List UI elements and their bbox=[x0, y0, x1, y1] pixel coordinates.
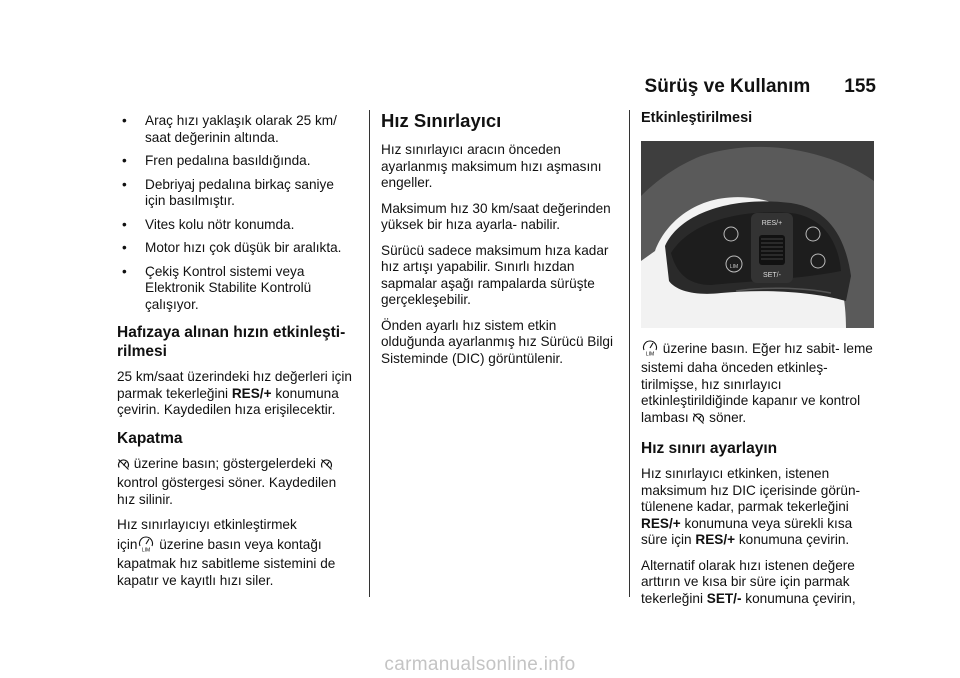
bullet-icon: • bbox=[122, 153, 127, 168]
column-2 bbox=[381, 110, 617, 376]
svg-text:LIM: LIM bbox=[729, 263, 739, 270]
column-divider-2 bbox=[629, 110, 630, 597]
bullet-icon: • bbox=[122, 216, 127, 232]
set-limit-paragraph-2: Alternatif olarak hızı istenen değere arttırın ve kısa bir süre için parmak tekerleğini SET/- konumuna çevirin, bbox=[641, 557, 856, 606]
speed-limiter-heading: Hız Sınırlayıcı bbox=[381, 110, 502, 131]
bullet-icon: • bbox=[122, 113, 127, 128]
list-item: • Fren pedalına basıldığında. bbox=[122, 153, 311, 168]
bullet-icon: • bbox=[122, 240, 127, 255]
list-item: • Vites kolu nötr konumda. bbox=[122, 216, 295, 232]
activation-heading: Etkinleştirilmesi bbox=[641, 110, 753, 126]
steering-wheel-controls-photo bbox=[641, 141, 874, 328]
activation-paragraph: LIM üzerine basın. Eğer hız sabit- leme sistemi daha önceden etkinleş- tirilmişse, hız sınırlayıcı etkinleştirildiğinde kapanır ve kontrol lambası söner. bbox=[641, 338, 879, 430]
column-divider-1 bbox=[369, 110, 370, 597]
limiter-paragraph-2: Maksimum hız 30 km/saat değerinden yüksek bir hıza ayarla- nabilir. bbox=[381, 200, 611, 232]
list-item: • Debriyaj pedalına birkaç saniye için basılmıştır. bbox=[122, 176, 334, 208]
condition-list bbox=[117, 113, 357, 313]
speedometer-off-icon bbox=[320, 458, 333, 476]
column-1 bbox=[117, 113, 357, 598]
column-3 bbox=[641, 110, 879, 616]
speed-limiter-icon bbox=[137, 534, 155, 557]
svg-text:LIM: LIM bbox=[142, 547, 151, 552]
off-paragraph-1: üzerine basın; göstergelerdeki kontrol göstergesi söner. Kaydedilen hız silinir. bbox=[117, 455, 337, 507]
section-title: Sürüş ve Kullanım bbox=[644, 76, 811, 97]
limiter-paragraph-3: Sürücü sadece maksimum hıza kadar hız artışı yapabilir. Sınırlı hızdan sapmalar aşağı rampalarda sürüşte gerçekleşebilir. bbox=[381, 242, 609, 307]
page-header bbox=[645, 76, 876, 98]
list-item: • Çekiş Kontrol sistemi veya Elektronik Stabilite Kontrolü çalışıyor. bbox=[122, 263, 312, 312]
set-limit-heading: Hız sınırı ayarlayın bbox=[641, 440, 778, 457]
list-item: • Motor hızı çok düşük bir aralıkta. bbox=[122, 240, 342, 255]
svg-text:LIM: LIM bbox=[645, 351, 655, 356]
off-paragraph-2: Hız sınırlayıcıyı etkinleştirmek için LIM üzerine basın veya kontağı kapatmak hız sabitleme sistemini de kapatır ve kayıtlı hızı siler. bbox=[117, 517, 336, 588]
speedometer-off-icon bbox=[117, 458, 130, 476]
memory-heading: Hafızaya alınan hızın etkinleşti- rilmesi bbox=[117, 324, 346, 360]
list-item: • Araç hızı yaklaşık olarak 25 km/ saat değerinin altında. bbox=[122, 113, 337, 145]
limiter-paragraph-4: Önden ayarlı hız sistem etkin olduğunda ayarlanmış hız Sürücü Bilgi Sisteminde (DIC) görüntülenir. bbox=[381, 317, 613, 366]
speed-limiter-icon bbox=[641, 338, 659, 361]
off-heading: Kapatma bbox=[117, 429, 183, 447]
memory-paragraph: 25 km/saat üzerindeki hız değerleri için parmak tekerleğini RES/+ konumuna çevirin. Kaydedilen hıza erişilecektir. bbox=[117, 369, 352, 417]
speedometer-off-icon bbox=[692, 412, 705, 430]
watermark: carmanualsonline.info bbox=[384, 654, 576, 675]
svg-text:SET/-: SET/- bbox=[763, 271, 781, 279]
limiter-paragraph-1: Hız sınırlayıcı aracın önceden ayarlanmış maksimum hızı aşmasını engeller. bbox=[381, 142, 602, 190]
page-number: 155 bbox=[844, 76, 876, 97]
bullet-icon: • bbox=[122, 263, 127, 279]
svg-text:RES/+: RES/+ bbox=[761, 219, 783, 227]
set-limit-paragraph-1: Hız sınırlayıcı etkinken, istenen maksimum hız DIC içerisinde görün- tülenene kadar, parmak tekerleğini RES/+ konumuna veya sürekli kısa süre için RES/+ konumuna çevirin. bbox=[641, 466, 861, 547]
bullet-icon: • bbox=[122, 176, 127, 192]
